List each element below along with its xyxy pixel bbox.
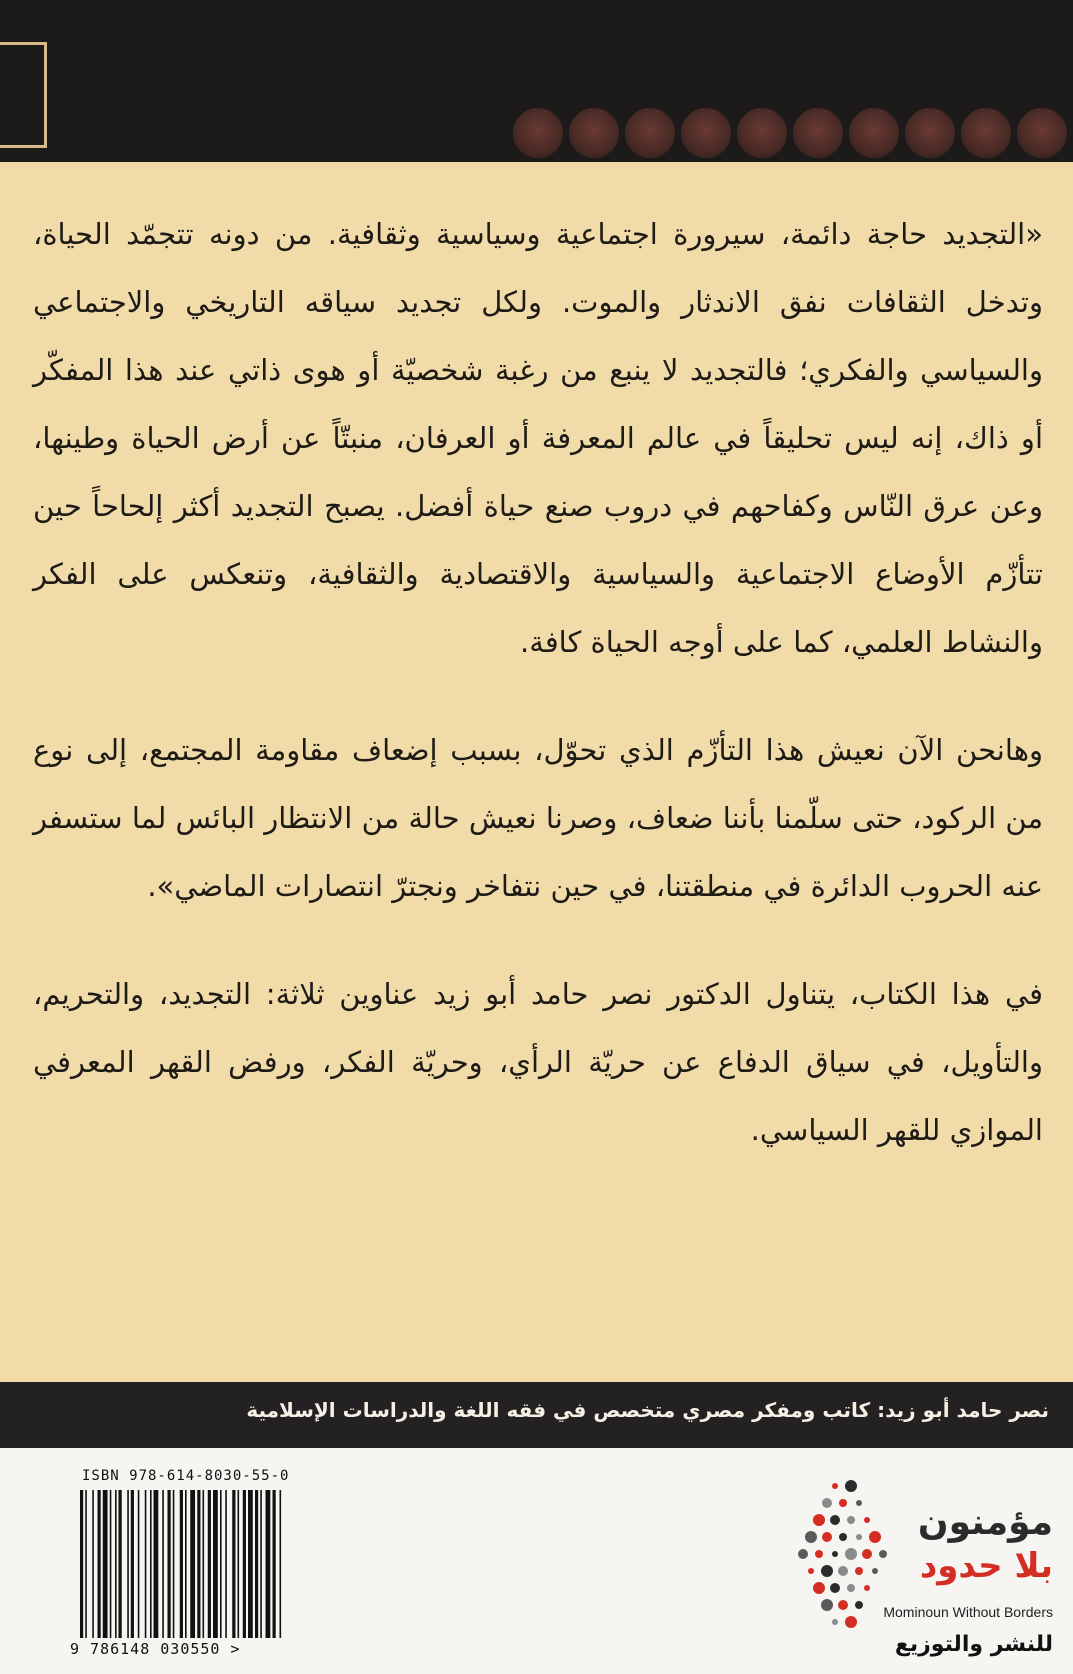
- publisher-tagline: للنشر والتوزيع: [894, 1632, 1053, 1657]
- barcode: [70, 1468, 338, 1668]
- decorative-dots: [513, 108, 1073, 156]
- barcode-digits: 9 786148 030550 >: [70, 1640, 241, 1658]
- publisher-logo: [783, 1474, 1053, 1670]
- blurb-paragraph-2: وهانحن الآن نعيش هذا التأزّم الذي تحوّل، بسبب إضعاف مقاومة المجتمع، إلى نوع من الركود، حتى سلّمنا بأننا ضعاف، وصرنا نعيش حالة من الانتظار البائس لما ستسفر عنه الحروب الدائرة في منطقتنا، في حين نتفاخر ونجترّ انتصارات الماضي».: [33, 733, 1043, 903]
- decorative-dot: [737, 108, 787, 158]
- decorative-dot: [905, 108, 955, 158]
- author-note: نصر حامد أبو زيد: كاتب ومفكر مصري متخصص في فقه اللغة والدراسات الإسلامية: [246, 1398, 1049, 1422]
- blurb-panel: [0, 162, 1073, 1382]
- blurb-text: [33, 200, 1043, 1204]
- decorative-dot: [513, 108, 563, 158]
- isbn-label: ISBN 978-614-8030-55-0: [82, 1468, 290, 1484]
- decorative-dot: [849, 108, 899, 158]
- decorative-dot: [569, 108, 619, 158]
- barcode-bars: [80, 1490, 330, 1640]
- decorative-dot: [1017, 108, 1067, 158]
- footer: [0, 1448, 1073, 1674]
- decorative-frame: [0, 42, 47, 148]
- decorative-dot: [961, 108, 1011, 158]
- decorative-dot: [793, 108, 843, 158]
- blurb-paragraph-3: في هذا الكتاب، يتناول الدكتور نصر حامد أبو زيد عناوين ثلاثة: التجديد، والتحريم، والتأويل، في سياق الدفاع عن حريّة الرأي، وحريّة الفكر، ورفض القهر المعرفي الموازي للقهر السياسي.: [33, 977, 1043, 1147]
- publisher-name-line1: مؤمنون: [917, 1502, 1053, 1543]
- top-band: [0, 0, 1073, 162]
- publisher-name-en: Mominoun Without Borders: [883, 1604, 1053, 1620]
- publisher-name-line2: بلا حدود: [919, 1546, 1053, 1586]
- decorative-dot: [625, 108, 675, 158]
- blurb-paragraph-1: «التجديد حاجة دائمة، سيرورة اجتماعية وسياسية وثقافية. من دونه تتجمّد الحياة، وتدخل الثقافات نفق الاندثار والموت. ولكل تجديد سياقه التاريخي والاجتماعي والسياسي والفكري؛ فالتجديد لا ينبع من رغبة شخصيّة أو هوى ذاتي عند هذا المفكّر أو ذاك، إنه ليس تحليقاً في عالم المعرفة أو العرفان، منبتّاً عن أرض الحياة وطينها، وعن عرق النّاس وكفاحهم في دروب صنع حياة أفضل. يصبح التجديد أكثر إلحاحاً حين تتأزّم الأوضاع الاجتماعية والسياسية والاقتصادية والثقافية، وتنعكس على الفكر والنشاط العلمي، كما على أوجه الحياة كافة.: [33, 217, 1043, 659]
- author-band: [0, 1382, 1073, 1448]
- decorative-dot: [681, 108, 731, 158]
